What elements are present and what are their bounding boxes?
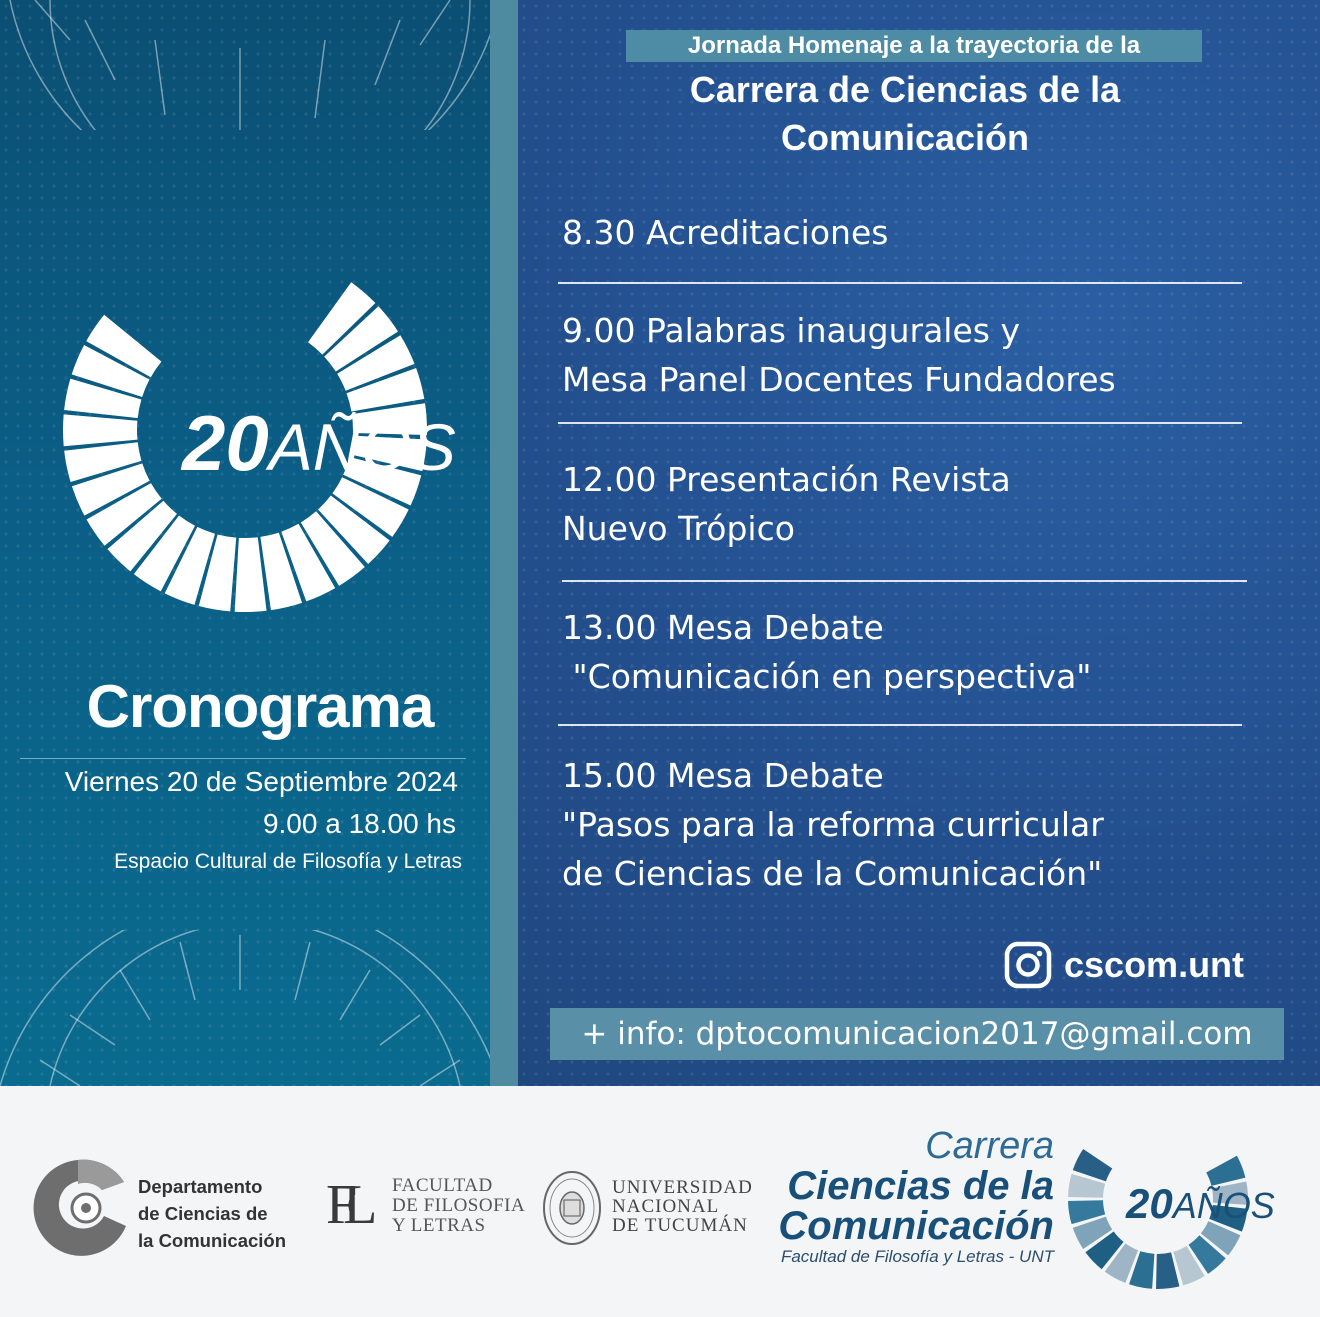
ring-segment: [63, 414, 137, 446]
ring-segment: [1206, 1156, 1245, 1186]
department-line: de Ciencias de: [138, 1203, 268, 1224]
unt-line: UNIVERSIDAD: [612, 1177, 753, 1198]
schedule-item-4: [562, 603, 1262, 701]
facultad-logo-icon: FL: [326, 1174, 364, 1236]
instagram-icon: [1004, 941, 1052, 989]
schedule-divider: [558, 422, 1242, 424]
arc-decoration-top: [0, 0, 490, 130]
schedule-divider: [558, 282, 1242, 284]
schedule-line: "Pasos para la reforma curricular: [562, 805, 1104, 844]
event-date: Viernes 20 de Septiembre 2024: [64, 766, 458, 797]
schedule-line: Nuevo Trópico: [562, 509, 795, 548]
carrera-line: Ciencias de la: [787, 1164, 1054, 1208]
unt-line: NACIONAL: [612, 1196, 720, 1217]
schedule-line: "Comunicación en perspectiva": [562, 657, 1092, 696]
department-logo-icon: [26, 1156, 130, 1260]
carrera-wordmark: [770, 1126, 1054, 1268]
schedule-line: 15.00 Mesa Debate: [562, 756, 884, 795]
facultad-line: FACULTAD: [392, 1175, 493, 1196]
facultad-line: Y LETRAS: [392, 1215, 486, 1236]
arc-decoration-bottom: [0, 930, 490, 1086]
schedule-item-2: [562, 306, 1262, 404]
anniversary-logo: [60, 240, 460, 620]
schedule-line: 12.00 Presentación Revista: [562, 460, 1011, 499]
event-venue: Espacio Cultural de Filosofía y Letras: [114, 850, 462, 873]
department-line: Departamento: [138, 1176, 263, 1197]
schedule-divider: [562, 580, 1247, 582]
header-kicker: Jornada Homenaje a la trayectoria de la: [687, 32, 1141, 59]
facultad-name: [392, 1176, 525, 1236]
unt-line: DE TUCUMÁN: [612, 1215, 748, 1236]
event-time: 9.00 a 18.00 hs: [262, 808, 456, 839]
schedule-line: 8.30 Acreditaciones: [562, 213, 889, 252]
left-divider: [20, 758, 466, 759]
logo-text: 20AÑOS: [182, 399, 456, 487]
schedule-item-3: [562, 455, 1262, 553]
schedule-divider: [558, 724, 1242, 726]
department-name: [138, 1173, 286, 1254]
schedule-item-1: [562, 208, 1262, 257]
logo-text: 20AÑOS: [1126, 1180, 1275, 1227]
instagram-handle[interactable]: cscom.unt: [1064, 944, 1245, 985]
info-email[interactable]: + info: dptocomunicacion2017@gmail.com: [581, 1016, 1253, 1052]
unt-seal-icon: [542, 1170, 602, 1246]
schedule-item-5: [562, 751, 1262, 898]
schedule-line: 9.00 Palabras inaugurales y: [562, 311, 1020, 350]
instagram-link[interactable]: [1004, 940, 1244, 990]
schedule-line: 13.00 Mesa Debate: [562, 608, 884, 647]
department-line: la Comunicación: [138, 1230, 287, 1251]
facultad-line: DE FILOSOFIA: [392, 1195, 526, 1216]
carrera-line: Comunicación: [778, 1204, 1054, 1248]
header-title-line1: Carrera de Ciencias de la: [689, 69, 1121, 110]
divider-strip: [490, 0, 518, 1086]
carrera-line: Carrera: [925, 1125, 1054, 1167]
carrera-line: Facultad de Filosofía y Letras - UNT: [780, 1247, 1054, 1266]
header-title-line2: Comunicación: [780, 117, 1030, 158]
schedule-line: de Ciencias de la Comunicación": [562, 854, 1103, 893]
schedule-line: Mesa Panel Docentes Fundadores: [562, 360, 1116, 399]
ring-segment: [235, 537, 267, 612]
footer-anniversary-logo: [1066, 1106, 1276, 1292]
cronograma-heading: Cronograma: [86, 673, 434, 740]
unt-name: [612, 1178, 753, 1235]
